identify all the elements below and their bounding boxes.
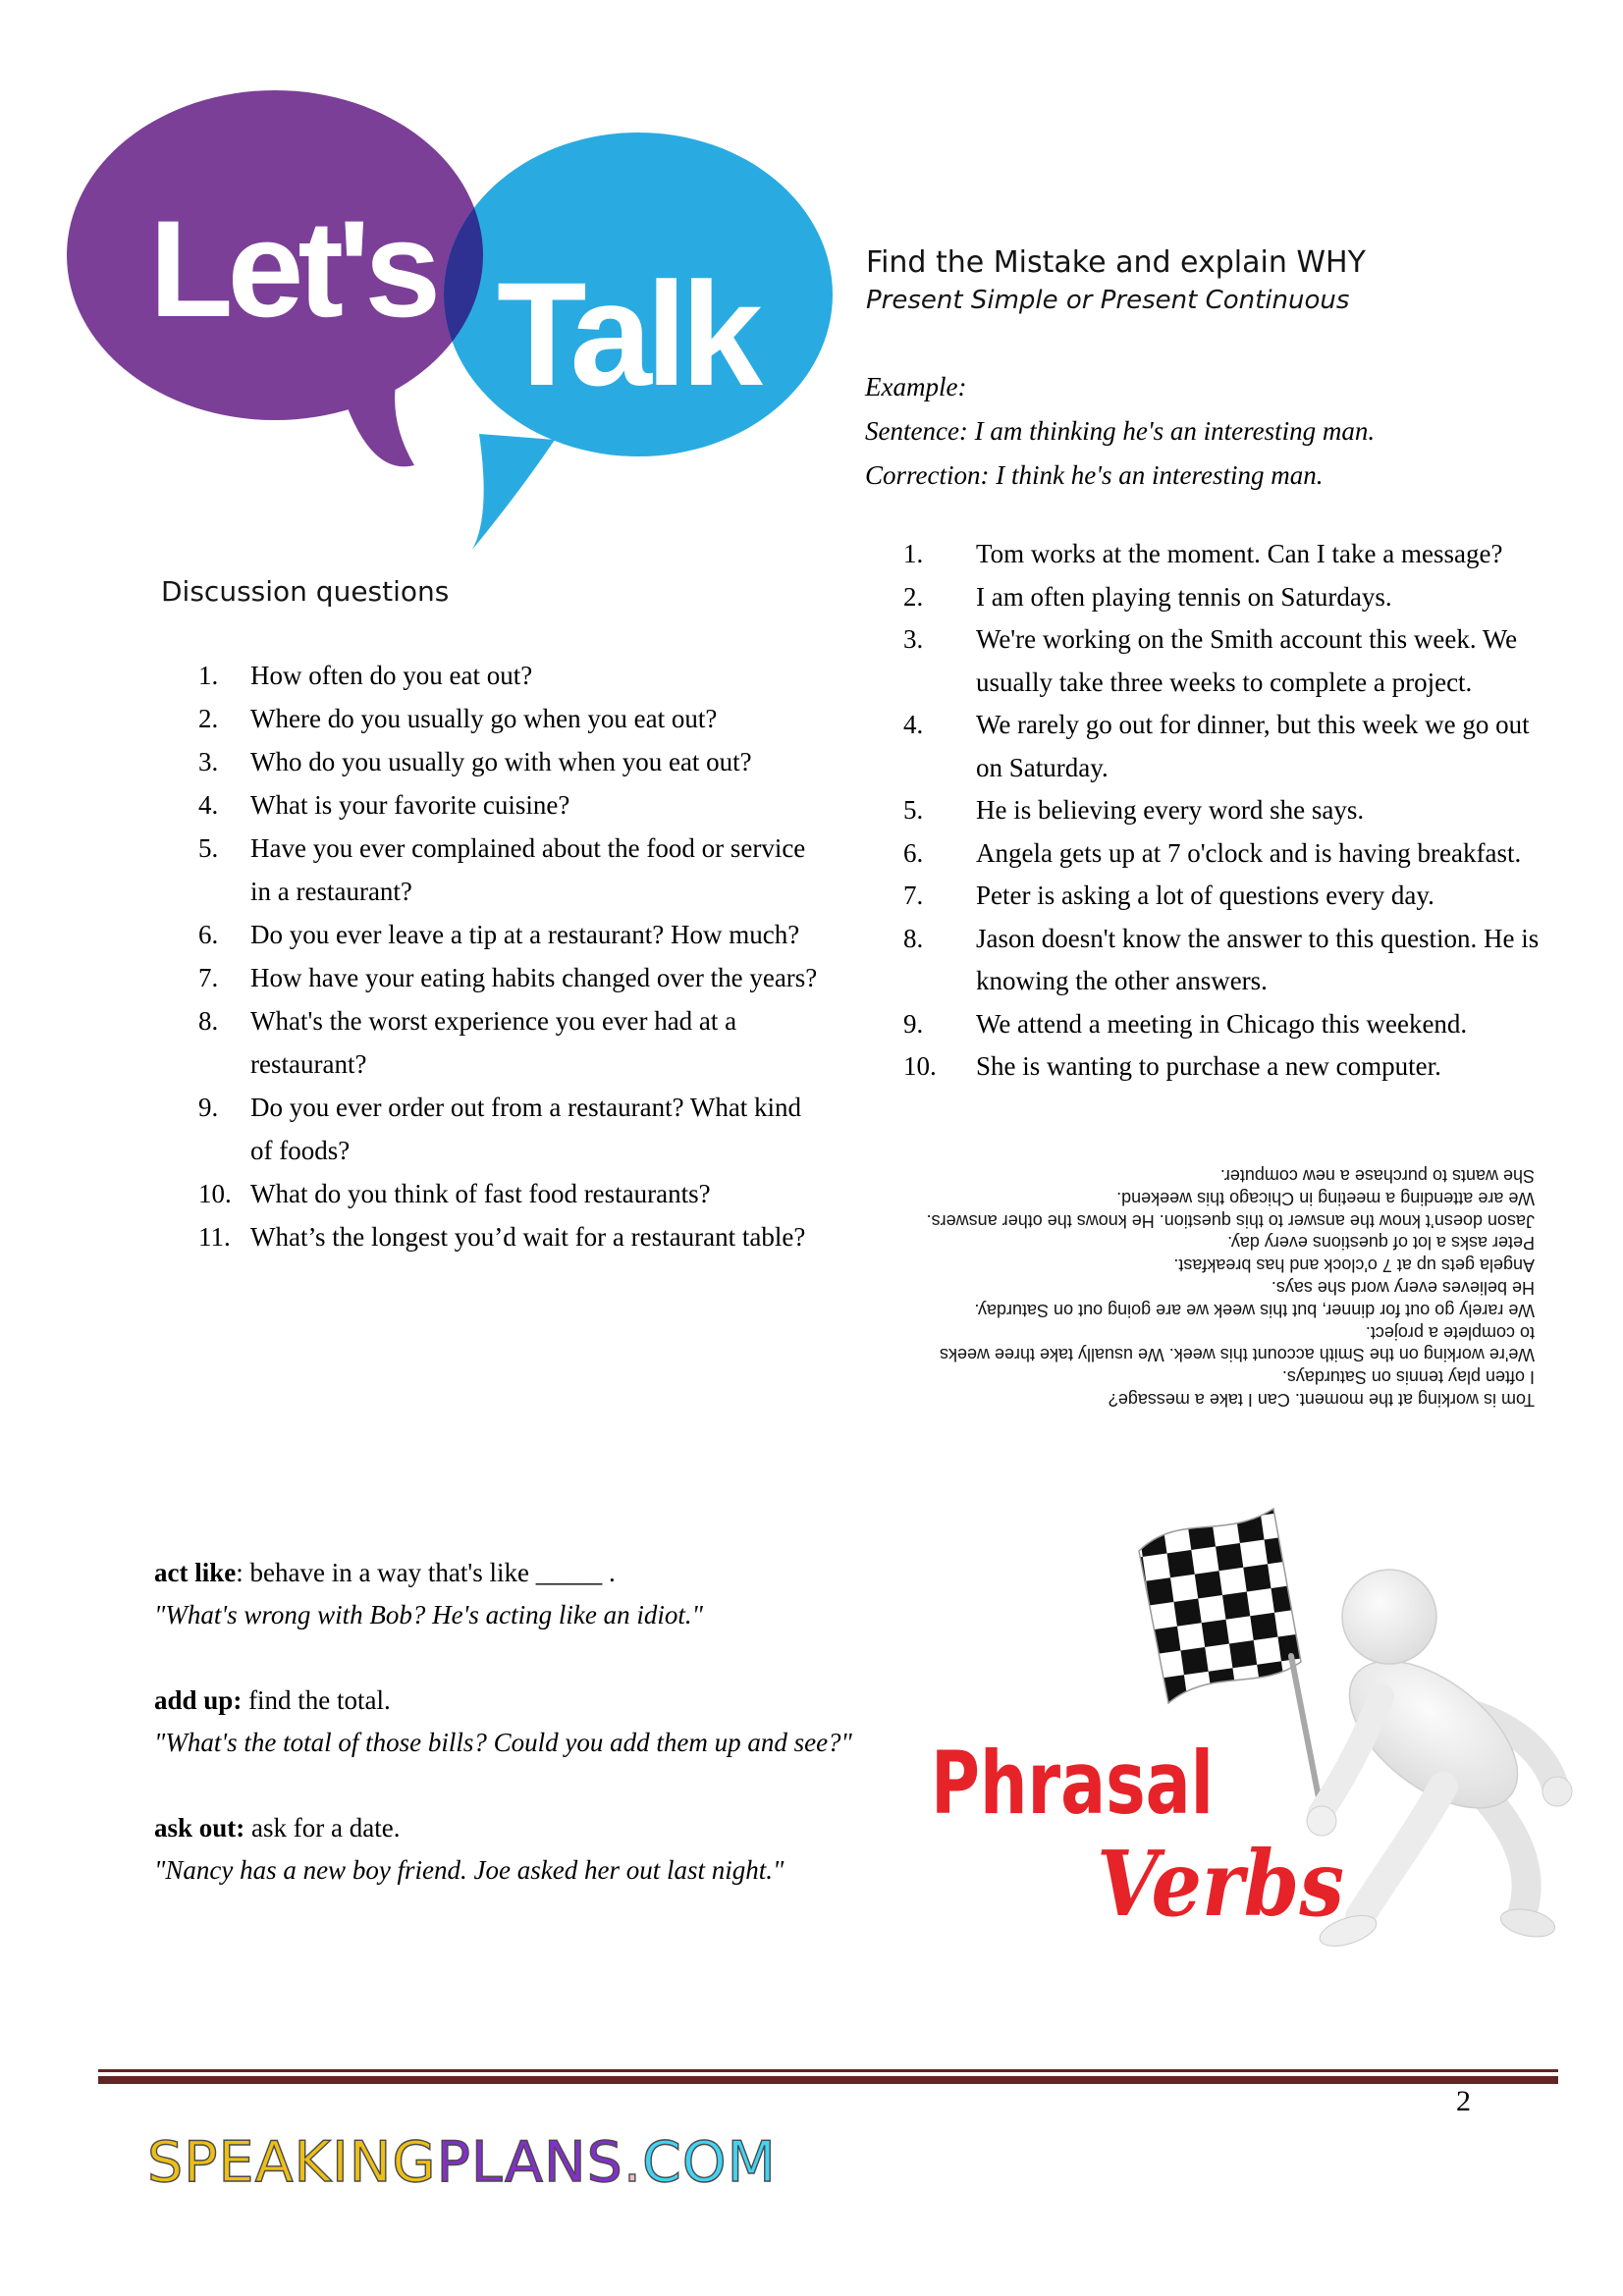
list-item [187,1086,874,1129]
footer-divider [98,2069,1558,2084]
list-number: 4. [903,710,924,739]
list-text: Jason doesn't know the answer to this question. He is [976,923,1540,953]
list-item [187,827,874,870]
discussion-questions-heading: Discussion questions [161,575,450,608]
answer-line: He believes every word she says. [1271,1277,1535,1298]
list-number [187,1129,234,1172]
list-item [903,533,1571,576]
list-text: What do you think of fast food restaurants? [250,1179,711,1208]
phrasal-example: "What's wrong with Bob? He's acting like an idiot." [154,1600,703,1629]
logo-segment: COM [641,2130,777,2195]
list-text: I am often playing tennis on Saturdays. [976,581,1392,612]
list-item [187,1129,874,1172]
phrasal-term: act like [154,1558,237,1587]
answer-line: Jason doesn’t know the answer to this question. He knows the other answers. [926,1210,1535,1231]
list-item [903,1003,1571,1046]
list-number: 2. [903,581,924,612]
list-item [903,662,1571,705]
list-text: Do you ever order out from a restaurant? What kind [250,1093,802,1122]
list-item [187,783,874,827]
answer-line: Tom is working at the moment. Can I take a message? [1108,1389,1535,1410]
list-item [187,740,874,783]
list-item [187,913,874,956]
phrasal-definition-line [154,1552,852,1594]
list-text: Peter is asking a lot of questions every day. [976,881,1434,910]
list-text: Do you ever leave a tip at a restaurant? How much? [250,920,800,949]
phrasal-term: ask out: [154,1813,245,1842]
answer-line: I often play tennis on Saturdays. [1281,1366,1535,1387]
answer-line: She wants to purchase a new computer. [1219,1165,1535,1186]
mistake-sentences-list [903,533,1571,1089]
phrasal-entry [154,1680,852,1764]
example-correction: Correction: I think he's an interesting man. [865,460,1324,490]
list-item [903,918,1571,961]
answer-line: to complete a project. [1365,1322,1535,1343]
page-title: Find the Mistake and explain WHY [866,245,1366,280]
discussion-questions-list [187,654,874,1258]
blue-bubble-tail [472,434,555,550]
speakingplans-logo [147,2130,777,2195]
phrasal-verbs-artwork [928,1497,1576,1958]
list-number: 1. [903,539,924,568]
list-number [903,747,952,790]
list-item [903,1045,1571,1089]
phrasal-term: add up: [154,1685,243,1715]
example-label: Example: [865,372,967,401]
list-text: Where do you usually go when you eat out? [250,704,718,733]
list-text: She is wanting to purchase a new computer. [976,1051,1441,1081]
list-item [187,1042,874,1086]
list-text: Tom works at the moment. Can I take a message? [976,539,1503,568]
list-number [187,1042,234,1086]
phrasal-definition-line [154,1680,852,1722]
answer-line: We rarely go out for dinner, but this week we are going out on Saturday. [974,1300,1535,1320]
list-number [903,960,952,1003]
list-text: We rarely go out for dinner, but this week we go out [976,710,1530,739]
list-item [903,789,1571,832]
list-number: 9. [198,1093,219,1122]
list-text: restaurant? [250,1049,367,1079]
list-text: usually take three weeks to complete a project. [976,667,1473,697]
phrasal-definition-line [154,1807,852,1849]
list-number [903,662,952,705]
artwork-word-verbs: Verbs [1097,1831,1344,1937]
list-number: 10. [198,1179,232,1208]
list-item [903,747,1571,790]
list-text: We're working on the Smith account this week. We [976,624,1518,654]
phrasal-definition: find the total. [242,1685,391,1715]
list-item [903,960,1571,1003]
list-number: 6. [198,920,219,949]
list-item [187,999,874,1042]
list-number [187,870,234,913]
list-text: Who do you usually go with when you eat out? [250,747,752,776]
list-item [903,832,1571,876]
logo-segment: SPEAKING [147,2130,437,2195]
list-text: of foods? [250,1136,351,1165]
list-text: What is your favorite cuisine? [250,790,570,820]
phrasal-example: "What's the total of those bills? Could you add them up and see?" [154,1728,852,1757]
example-sentence: Sentence: I am thinking he's an interesting man. [865,416,1376,446]
phrasal-example: "Nancy has a new boy friend. Joe asked her out last night." [154,1855,784,1885]
phrasal-definition: ask for a date. [244,1813,401,1842]
logo-word-lets: Let's [149,191,436,346]
page-number: 2 [1456,2085,1471,2117]
list-number: 1. [198,661,219,690]
list-text: We attend a meeting in Chicago this weekend. [976,1008,1468,1039]
list-number: 7. [198,963,219,992]
list-number: 10. [903,1051,937,1081]
phrasal-entry [154,1807,852,1892]
list-number: 8. [903,923,924,953]
answer-line: Angela gets up at 7 o'clock and has breakfast. [1173,1255,1535,1275]
answer-line: We are attending a meeting in Chicago this weekend. [1116,1188,1535,1208]
list-text: What's the worst experience you ever had at a [250,1006,737,1036]
list-number: 3. [198,747,219,776]
answer-line: Peter asks a lot of questions every day. [1227,1233,1535,1254]
phrasal-entry [154,1552,852,1636]
list-text: How often do you eat out? [250,661,533,690]
list-item [903,875,1571,918]
phrasal-definition: : behave in a way that's like _____ . [236,1558,616,1587]
lets-talk-logo [59,69,844,560]
logo-segment: . [622,2130,642,2195]
running-figure [1307,1570,1572,1952]
list-item [903,576,1571,619]
phrasal-verbs-section [154,1552,852,1935]
list-text: What’s the longest you’d wait for a restaurant table? [250,1222,806,1252]
answer-line: We're working on the Smith account this week. We usually take three weeks [939,1345,1535,1365]
logo-word-talk: Talk [497,251,758,416]
list-number: 2. [198,704,219,733]
list-text: in a restaurant? [250,877,412,906]
list-text: Have you ever complained about the food or service [250,833,806,863]
list-number: 9. [903,1008,924,1039]
list-item [187,697,874,740]
list-text: How have your eating habits changed over the years? [250,963,818,992]
list-item [187,1215,874,1258]
list-number: 3. [903,624,924,654]
list-number: 11. [198,1222,231,1252]
list-number: 6. [903,837,924,868]
list-text: on Saturday. [976,752,1109,782]
list-item [187,654,874,697]
list-number: 8. [198,1006,219,1036]
answer-key-upside-down [877,1164,1535,1411]
list-number: 7. [903,881,924,910]
example-block [865,365,1375,498]
list-item [187,870,874,913]
page-subtitle: Present Simple or Present Continuous [866,286,1350,315]
artwork-word-phrasal: Phrasal [931,1733,1214,1834]
list-text: Angela gets up at 7 o'clock and is having breakfast. [976,837,1522,868]
list-item [187,1172,874,1215]
list-text: He is believing every word she says. [976,795,1365,825]
list-item [903,704,1571,747]
list-number: 5. [198,833,219,863]
list-number: 4. [198,790,219,820]
logo-segment: PLANS [436,2130,623,2195]
list-text: knowing the other answers. [976,966,1268,995]
list-item [187,956,874,999]
list-item [903,618,1571,662]
list-number: 5. [903,795,924,825]
